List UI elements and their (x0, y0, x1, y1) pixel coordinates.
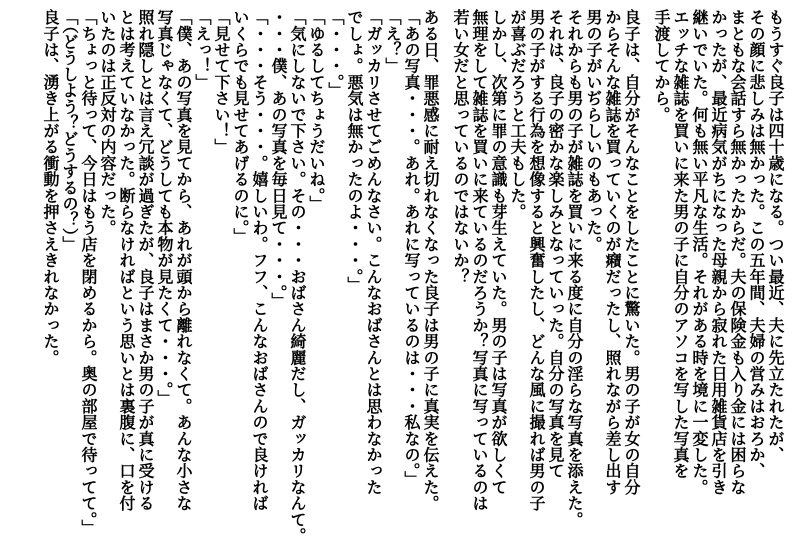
page-content (10, 9, 784, 545)
text-column: とは考えていなかった。断らなければという思いとは裏腹に、口を付 (117, 9, 134, 512)
text-column: が喜ぶだろうと工夫もした。 (508, 9, 525, 220)
text-column: 「・・・。」 (326, 9, 343, 99)
text-column: いくらでも見せてあげるのに。」 (231, 9, 248, 244)
text-column: 「えっ！」 (193, 9, 210, 90)
text-column: 無理をして雑誌を買いに来ているのだろうか？写真に写っているのは (470, 9, 487, 512)
text-column: まともな会話すら無かったからだ。夫の保険金も入り金には困らな (728, 9, 745, 495)
text-column: その顔に悲しみは無かった。この五年間、夫婦の営みはおろか、 (747, 9, 764, 479)
text-column: もうすぐ良子は四十歳になる。つい最近、夫に先立たれたが、 (766, 9, 783, 463)
text-column: 「あの写真・・・。あれ。あれに写っているのは・・・私なの。」 (402, 9, 419, 487)
text-column: 良子は、自分がそんなことをしたことに驚いた。男の子が女の自分 (622, 9, 639, 495)
paragraph-1 (651, 9, 784, 545)
text-column: 男の子がいぢらしいのもあった。 (584, 9, 601, 252)
text-column: 「ゆるしてちょうだいね。」 (307, 9, 324, 212)
text-column: 写真じゃなくて、どうしても本物が見たくて・・・。」 (155, 9, 172, 406)
text-column: 「・・・そう・・・。嬉しいわ。フフ、こんなおばさんので良ければ (250, 9, 267, 512)
text-column: ある日、罪悪感に耐え切れなくなった良子は男の子に真実を伝えた。 (421, 9, 438, 512)
text-column: からそんな雑誌を買っていくのが癪だったし、照れながら差し出す (603, 9, 620, 495)
text-column: かったが、最近病気がちになった母親から寂れた日用雑貨店を引き (709, 9, 726, 495)
text-column: エッチな雑誌を買いに来た男の子に自分のアソコを写した写真を (671, 9, 688, 479)
text-column: 「ガッカリさせてごめんなさい。こんなおばさんとは思わなかった (364, 9, 381, 495)
text-column: 「見せて下さい！」 (212, 9, 229, 155)
text-column: 「気にしないで下さい。その・・・おばさん綺麗だし、ガッカリなんて。 (288, 9, 305, 544)
text-column: 良子は、湧き上がる衝動を押さえきれなかった。 (41, 9, 58, 366)
text-column: ・・・僕、あの写真を毎日見て・・・。」 (269, 9, 286, 309)
text-column: それは、良子の密かな楽しみとなっていった。自分の写真を見て (546, 9, 563, 479)
text-column: しかし、次第に罪の意識も芽生えていた。男の子は写真が欲しくて (489, 9, 506, 495)
text-column: 手渡してから。 (652, 9, 669, 123)
paragraph-3 (40, 9, 439, 545)
paragraph-2 (450, 9, 640, 545)
text-column: 若い女だと思っているのではないか？ (451, 9, 468, 285)
text-column: 「僕、あの写真を見てから、あれが頭から離れなくて。あんな小さな (174, 9, 191, 512)
text-column: 照れ隠しとは言え冗談が過ぎたが、良子はまさか男の子が真に受ける (136, 9, 153, 512)
text-column: 継いでいた。何も無い平凡な生活。それがある時を境に一変した。 (690, 9, 707, 495)
text-column: それからも男の子が雑誌を買いに来る度に自分の淫らな写真を添えた。 (565, 9, 582, 528)
text-column: 「え？」 (383, 9, 400, 74)
text-column: 「（どうしよう？どうするの？）」 (60, 9, 77, 253)
text-column: 男の子がする行為を想像すると興奮したし、どんな風に撮れば男の子 (527, 9, 544, 512)
text-column: でしょ。悪気は無かったのよ・・・。」 (345, 9, 362, 293)
text-column: 「ちょっと待って、今日はもう店を閉めるから。奥の部屋で待ってて。」 (79, 9, 96, 536)
text-column: いたのは正反対の内容だった。 (98, 9, 115, 236)
